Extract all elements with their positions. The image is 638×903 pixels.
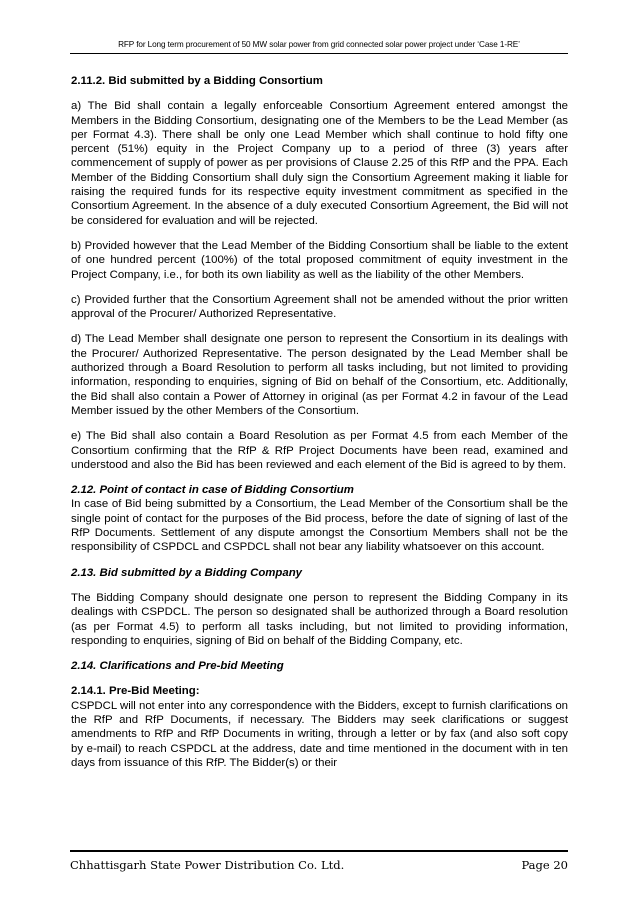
section-heading-2-11-2: 2.11.2. Bid submitted by a Bidding Consortium xyxy=(71,75,323,87)
section-heading-2-12: 2.12. Point of contact in case of Bidding Consortium xyxy=(71,484,354,497)
section-2-14-1-body: CSPDCL will not enter into any correspondence with the Bidders, except to furnish clarifications on the RfP and RfP Documents, if necessary. The Bidders may seek clarifications or suggest amendments to RfP and RfP Documents in writing, through a letter or by fax (and also soft copy by e-mail) to reach CSPDCL at the address, date and time mentioned in the document with in ten days from issuance of this RfP. The Bidder(s) or their xyxy=(71,699,568,769)
section-2-13-body: The Bidding Company should designate one person to represent the Bidding Company in its dealings with CSPDCL. The person so designated shall be authorized through a Board resolution (as per Format 4.5) to perform all tasks including, but not limited to providing information, responding to enquiries, signing of Bid on behalf of the Bidding Company, etc. xyxy=(71,591,568,647)
paragraph-b: b) Provided however that the Lead Member of the Bidding Consortium shall be liable to the extent of one hundred percent (100%) of the total proposed commitment of equity investment in the Project Company, i.e., for both its own liability as well as the liability of the other Members. xyxy=(71,239,568,281)
section-heading-2-14: 2.14. Clarifications and Pre-bid Meeting xyxy=(71,660,284,673)
section-heading-2-13: 2.13. Bid submitted by a Bidding Company xyxy=(71,566,303,579)
paragraph-e: e) The Bid shall also contain a Board Resolution as per Format 4.5 from each Member of the Consortium confirming that the RfP & RfP Project Documents have been read, examined and understood and also the Bid has been reviewed and each element of the Bid is agreed to by them. xyxy=(71,430,568,471)
paragraph-c: c) Provided further that the Consortium Agreement shall not be amended without the prior written approval of the Procurer/ Authorized Representative. xyxy=(71,293,568,321)
section-2-12 xyxy=(71,483,568,554)
section-2-12-body: In case of Bid being submitted by a Consortium, the Lead Member of the Consortium shall be the single point of contact for the purposes of the Bid process, before the date of signing of last of the RfP Documents. Settlement of any dispute amongst the Consortium Members shall not be the responsibility of CSPDCL and CSPDCL shall not bear any liability whatsoever on this account. xyxy=(71,498,568,554)
paragraph-a: a) The Bid shall contain a legally enforceable Consortium Agreement entered amongst the Members in the Bidding Consortium, designating one of the Members to be the Lead Member (as per Format 4.3). There shall be only one Lead Member which shall continue to hold fifty one percent (51%) equity in the Project Company up to a period of three (3) years after commencement of supply of power as per provisions of Clause 2.25 of this RfP and the PPA. Each Member of the Bidding Consortium shall duly sign the Consortium Agreement making it liable for raising the required funds for its respective equity investment commitment as specified in the Consortium Agreement. In the absence of a duly executed Consortium Agreement, the Bid will not be considered for evaluation and will be rejected. xyxy=(71,100,568,227)
header-divider xyxy=(70,53,568,54)
document-body xyxy=(71,74,568,781)
paragraph-d: d) The Lead Member shall designate one person to represent the Consortium in its dealings with the Procurer/ Authorized Representative. The person designated by the Lead Member shall be authorized through a Board Resolution to perform all tasks including, but not limited to providing information, responding to enquiries, signing of Bid on behalf of the Consortium, etc. Additionally, the Bid shall also contain a Power of Attorney in original (as per Format 4.2 in favour of the Lead Member issued by the other Members of the Consortium. xyxy=(71,333,568,417)
page-header: RFP for Long term procurement of 50 MW solar power from grid connected solar power project under ‘Case 1-RE’ xyxy=(118,40,520,49)
page-number: Page 20 xyxy=(521,858,568,872)
sub-heading-2-14-1: 2.14.1. Pre-Bid Meeting: xyxy=(71,685,200,698)
footer-organization: Chhattisgarh State Power Distribution Co. Ltd. xyxy=(70,858,345,872)
footer-divider xyxy=(70,850,568,852)
